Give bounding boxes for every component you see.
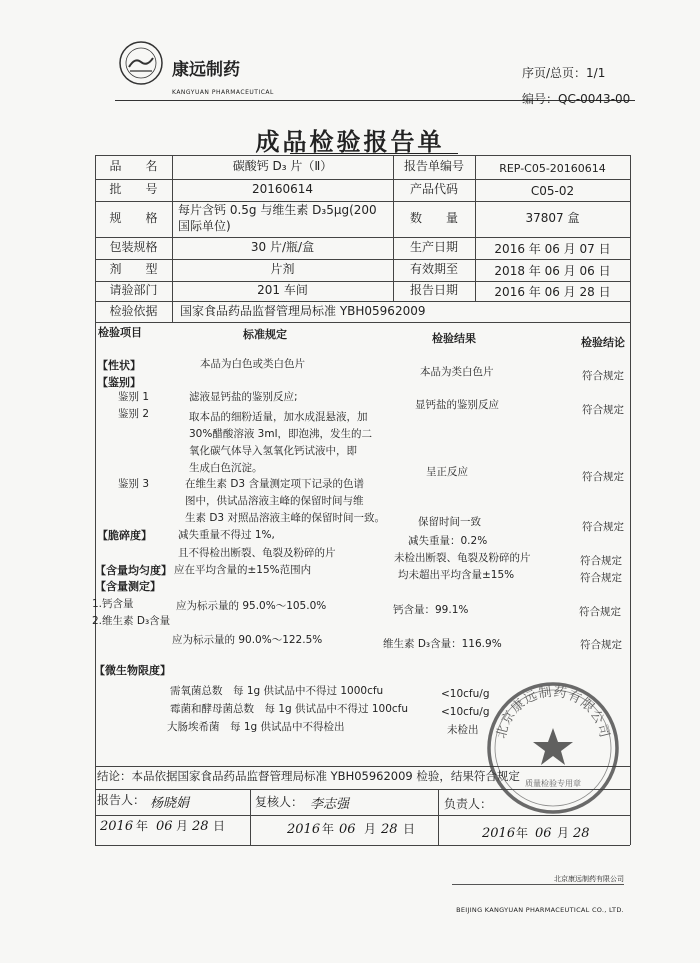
traits-conclusion: 符合规定 bbox=[582, 370, 624, 382]
friability-result-line2: 未检出断裂、龟裂及粉碎的片 bbox=[394, 552, 531, 564]
report-no-label: 报告单编号 bbox=[403, 159, 464, 173]
friability-standard-line1: 减失重量不得过 1%, bbox=[178, 529, 275, 541]
product-name-value: 碳酸钙 D₃ 片（Ⅱ） bbox=[232, 159, 333, 173]
reporter-date-ri: 日 bbox=[213, 819, 226, 833]
company-seal bbox=[485, 680, 621, 816]
friability-result-line1: 减失重量：0.2% bbox=[408, 535, 488, 547]
microbial-label: 【微生物限度】 bbox=[94, 664, 171, 677]
report-title: 成品检验报告单 bbox=[255, 127, 445, 156]
reporter-date-month: 06 bbox=[156, 819, 173, 834]
reviewer-date-month: 06 bbox=[339, 822, 356, 837]
footer-divider bbox=[452, 884, 624, 885]
batch-label: 批 号 bbox=[109, 182, 158, 196]
reporter-signature: 杨晓娟 bbox=[150, 796, 190, 811]
quantity-value: 37807 盒 bbox=[525, 211, 580, 225]
microbial-ecoli-result: 未检出 bbox=[447, 724, 479, 736]
col-conclusion: 检验结论 bbox=[581, 336, 625, 349]
col-item: 检验项目 bbox=[98, 326, 142, 339]
reporter-date-yue: 月 bbox=[176, 819, 189, 833]
company-name-en: KANGYUAN PHARMACEUTICAL bbox=[172, 89, 274, 96]
responsible-date-day: 28 bbox=[573, 826, 590, 841]
report-no-value: REP-C05-20160614 bbox=[499, 162, 606, 175]
reviewer-date-yue: 月 bbox=[364, 822, 377, 836]
conclusion-text: 结论：本品依据国家食品药品监督管理局标准 YBH05962009 检验，结果符合规定 bbox=[97, 769, 520, 783]
uniformity-conclusion: 符合规定 bbox=[580, 572, 622, 584]
seal-text: 北京康远制药有限公司 bbox=[494, 684, 612, 741]
reporter-date-year: 2016 bbox=[100, 819, 134, 834]
ident1-standard: 滤液显钙盐的鉴别反应; bbox=[189, 391, 298, 403]
footer-company-cn: 北京康远制药有限公司 bbox=[554, 875, 624, 883]
dept-label: 请验部门 bbox=[109, 283, 158, 297]
traits-result: 本品为类白色片 bbox=[420, 366, 494, 378]
ident2-result: 呈正反应 bbox=[426, 466, 468, 478]
production-date-value: 2016 年 06 月 07 日 bbox=[494, 242, 611, 256]
ident2-standard-line3: 氧化碳气体导入氢氧化钙试液中，即 bbox=[189, 445, 357, 457]
form-value: 片剂 bbox=[270, 262, 295, 276]
title-underline bbox=[290, 153, 458, 154]
package-label: 包装规格 bbox=[109, 240, 158, 254]
ident-label: 【鉴别】 bbox=[97, 376, 141, 389]
friability-label: 【脆碎度】 bbox=[97, 529, 152, 542]
company-name-cn: 康远制药 bbox=[172, 60, 240, 80]
col-standard: 标准规定 bbox=[243, 328, 287, 341]
basis-label: 检验依据 bbox=[109, 304, 158, 318]
report-date-label: 报告日期 bbox=[409, 283, 458, 297]
vitamin-d-label: 2.维生素 D₃含量 bbox=[92, 615, 171, 627]
reporter-date-day: 28 bbox=[192, 819, 209, 834]
seal-subtext: 质量检验专用章 bbox=[525, 779, 581, 788]
production-date-label: 生产日期 bbox=[409, 240, 458, 254]
reporter-date-nian: 年 bbox=[136, 819, 149, 833]
footer-company-en: BEIJING KANGYUAN PHARMACEUTICAL CO., LTD. bbox=[456, 906, 624, 914]
product-name-label: 品 名 bbox=[109, 159, 158, 173]
reviewer-date-day: 28 bbox=[381, 822, 398, 837]
package-value: 30 片/瓶/盒 bbox=[250, 240, 315, 254]
reviewer-date-year: 2016 bbox=[287, 822, 321, 837]
responsible-date-yue: 月 bbox=[557, 826, 570, 840]
expiry-value: 2018 年 06 月 06 日 bbox=[494, 264, 611, 278]
traits-standard: 本品为白色或类白色片 bbox=[200, 358, 305, 370]
ident1-conclusion: 符合规定 bbox=[582, 404, 624, 416]
report-date-value: 2016 年 06 月 28 日 bbox=[494, 285, 611, 299]
ident3-standard-line1: 在维生素 D3 含量测定项下记录的色谱 bbox=[185, 478, 364, 490]
traits-label: 【性状】 bbox=[97, 359, 141, 372]
friability-conclusion-line2: 符合规定 bbox=[580, 555, 622, 567]
friability-standard-line2: 且不得检出断裂、龟裂及粉碎的片 bbox=[178, 547, 336, 559]
ident2-label: 鉴别 2 bbox=[118, 408, 150, 420]
ident3-standard-line3: 生素 D3 对照品溶液主峰的保留时间一致。 bbox=[185, 512, 385, 524]
form-label: 剂 型 bbox=[109, 262, 158, 276]
company-logo bbox=[118, 40, 164, 86]
spec-value-line2: 国际单位) bbox=[178, 219, 231, 233]
dept-value: 201 车间 bbox=[257, 283, 308, 297]
uniformity-standard: 应在平均含量的±15%范围内 bbox=[174, 564, 312, 576]
microbial-mold-result: <10cfu/g bbox=[441, 706, 490, 718]
microbial-aerobic-standard: 需氧菌总数 每 1g 供试品中不得过 1000cfu bbox=[170, 685, 384, 697]
microbial-aerobic-result: <10cfu/g bbox=[441, 688, 490, 700]
col-result: 检验结果 bbox=[432, 332, 476, 345]
responsible-date-nian: 年 bbox=[516, 826, 529, 840]
vitamin-d-conclusion: 符合规定 bbox=[580, 639, 622, 651]
reviewer-date-nian: 年 bbox=[322, 822, 335, 836]
responsible-date-month: 06 bbox=[535, 826, 552, 841]
spec-value-line1: 每片含钙 0.5g 与维生素 D₃5μg(200 bbox=[178, 203, 377, 217]
ident2-standard-line1: 取本品的细粉适量，加水成混悬液，加 bbox=[189, 411, 368, 423]
document-number: 编号：QC-0043-00 bbox=[522, 92, 631, 106]
basis-value: 国家食品药品监督管理局标准 YBH05962009 bbox=[180, 304, 426, 318]
reviewer-label: 复核人： bbox=[255, 795, 304, 809]
calcium-label: 1.钙含量 bbox=[92, 598, 134, 610]
ident2-standard-line4: 生成白色沉淀。 bbox=[189, 462, 263, 474]
ident1-label: 鉴别 1 bbox=[118, 391, 150, 403]
calcium-result: 钙含量：99.1% bbox=[393, 604, 469, 616]
batch-value: 20160614 bbox=[251, 182, 314, 196]
calcium-standard: 应为标示量的 95.0%～105.0% bbox=[176, 600, 327, 612]
quantity-label: 数 量 bbox=[409, 211, 458, 225]
ident3-conclusion: 符合规定 bbox=[582, 521, 624, 533]
ident2-conclusion: 符合规定 bbox=[582, 471, 624, 483]
ident3-result: 保留时间一致 bbox=[418, 516, 481, 528]
responsible-label: 负责人： bbox=[444, 797, 493, 811]
responsible-date-year: 2016 bbox=[482, 826, 516, 841]
calcium-conclusion: 符合规定 bbox=[579, 606, 621, 618]
reviewer-signature: 李志强 bbox=[310, 797, 350, 812]
uniformity-label: 【含量均匀度】 bbox=[95, 564, 172, 577]
expiry-label: 有效期至 bbox=[409, 262, 458, 276]
vitamin-d-result: 维生素 D₃含量：116.9% bbox=[383, 638, 502, 650]
ident1-result: 显钙盐的鉴别反应 bbox=[415, 399, 499, 411]
ident3-label: 鉴别 3 bbox=[118, 478, 150, 490]
page-info: 序页/总页：1/1 bbox=[522, 66, 606, 80]
product-code-label: 产品代码 bbox=[409, 182, 458, 196]
reviewer-date-ri: 日 bbox=[403, 822, 416, 836]
vitamin-d-standard: 应为标示量的 90.0%～122.5% bbox=[172, 634, 323, 646]
microbial-mold-standard: 霉菌和酵母菌总数 每 1g 供试品中不得过 100cfu bbox=[170, 703, 409, 715]
spec-label: 规 格 bbox=[109, 211, 158, 225]
assay-label: 【含量测定】 bbox=[95, 580, 161, 593]
microbial-ecoli-standard: 大肠埃希菌 每 1g 供试品中不得检出 bbox=[167, 721, 345, 733]
reporter-label: 报告人： bbox=[97, 793, 146, 807]
product-code-value: C05-02 bbox=[530, 184, 575, 198]
ident3-standard-line2: 图中，供试品溶液主峰的保留时间与维 bbox=[185, 495, 364, 507]
ident2-standard-line2: 30%醋酸溶液 3ml，即泡沸，发生的二 bbox=[189, 428, 373, 440]
uniformity-result: 均未超出平均含量±15% bbox=[398, 569, 515, 581]
